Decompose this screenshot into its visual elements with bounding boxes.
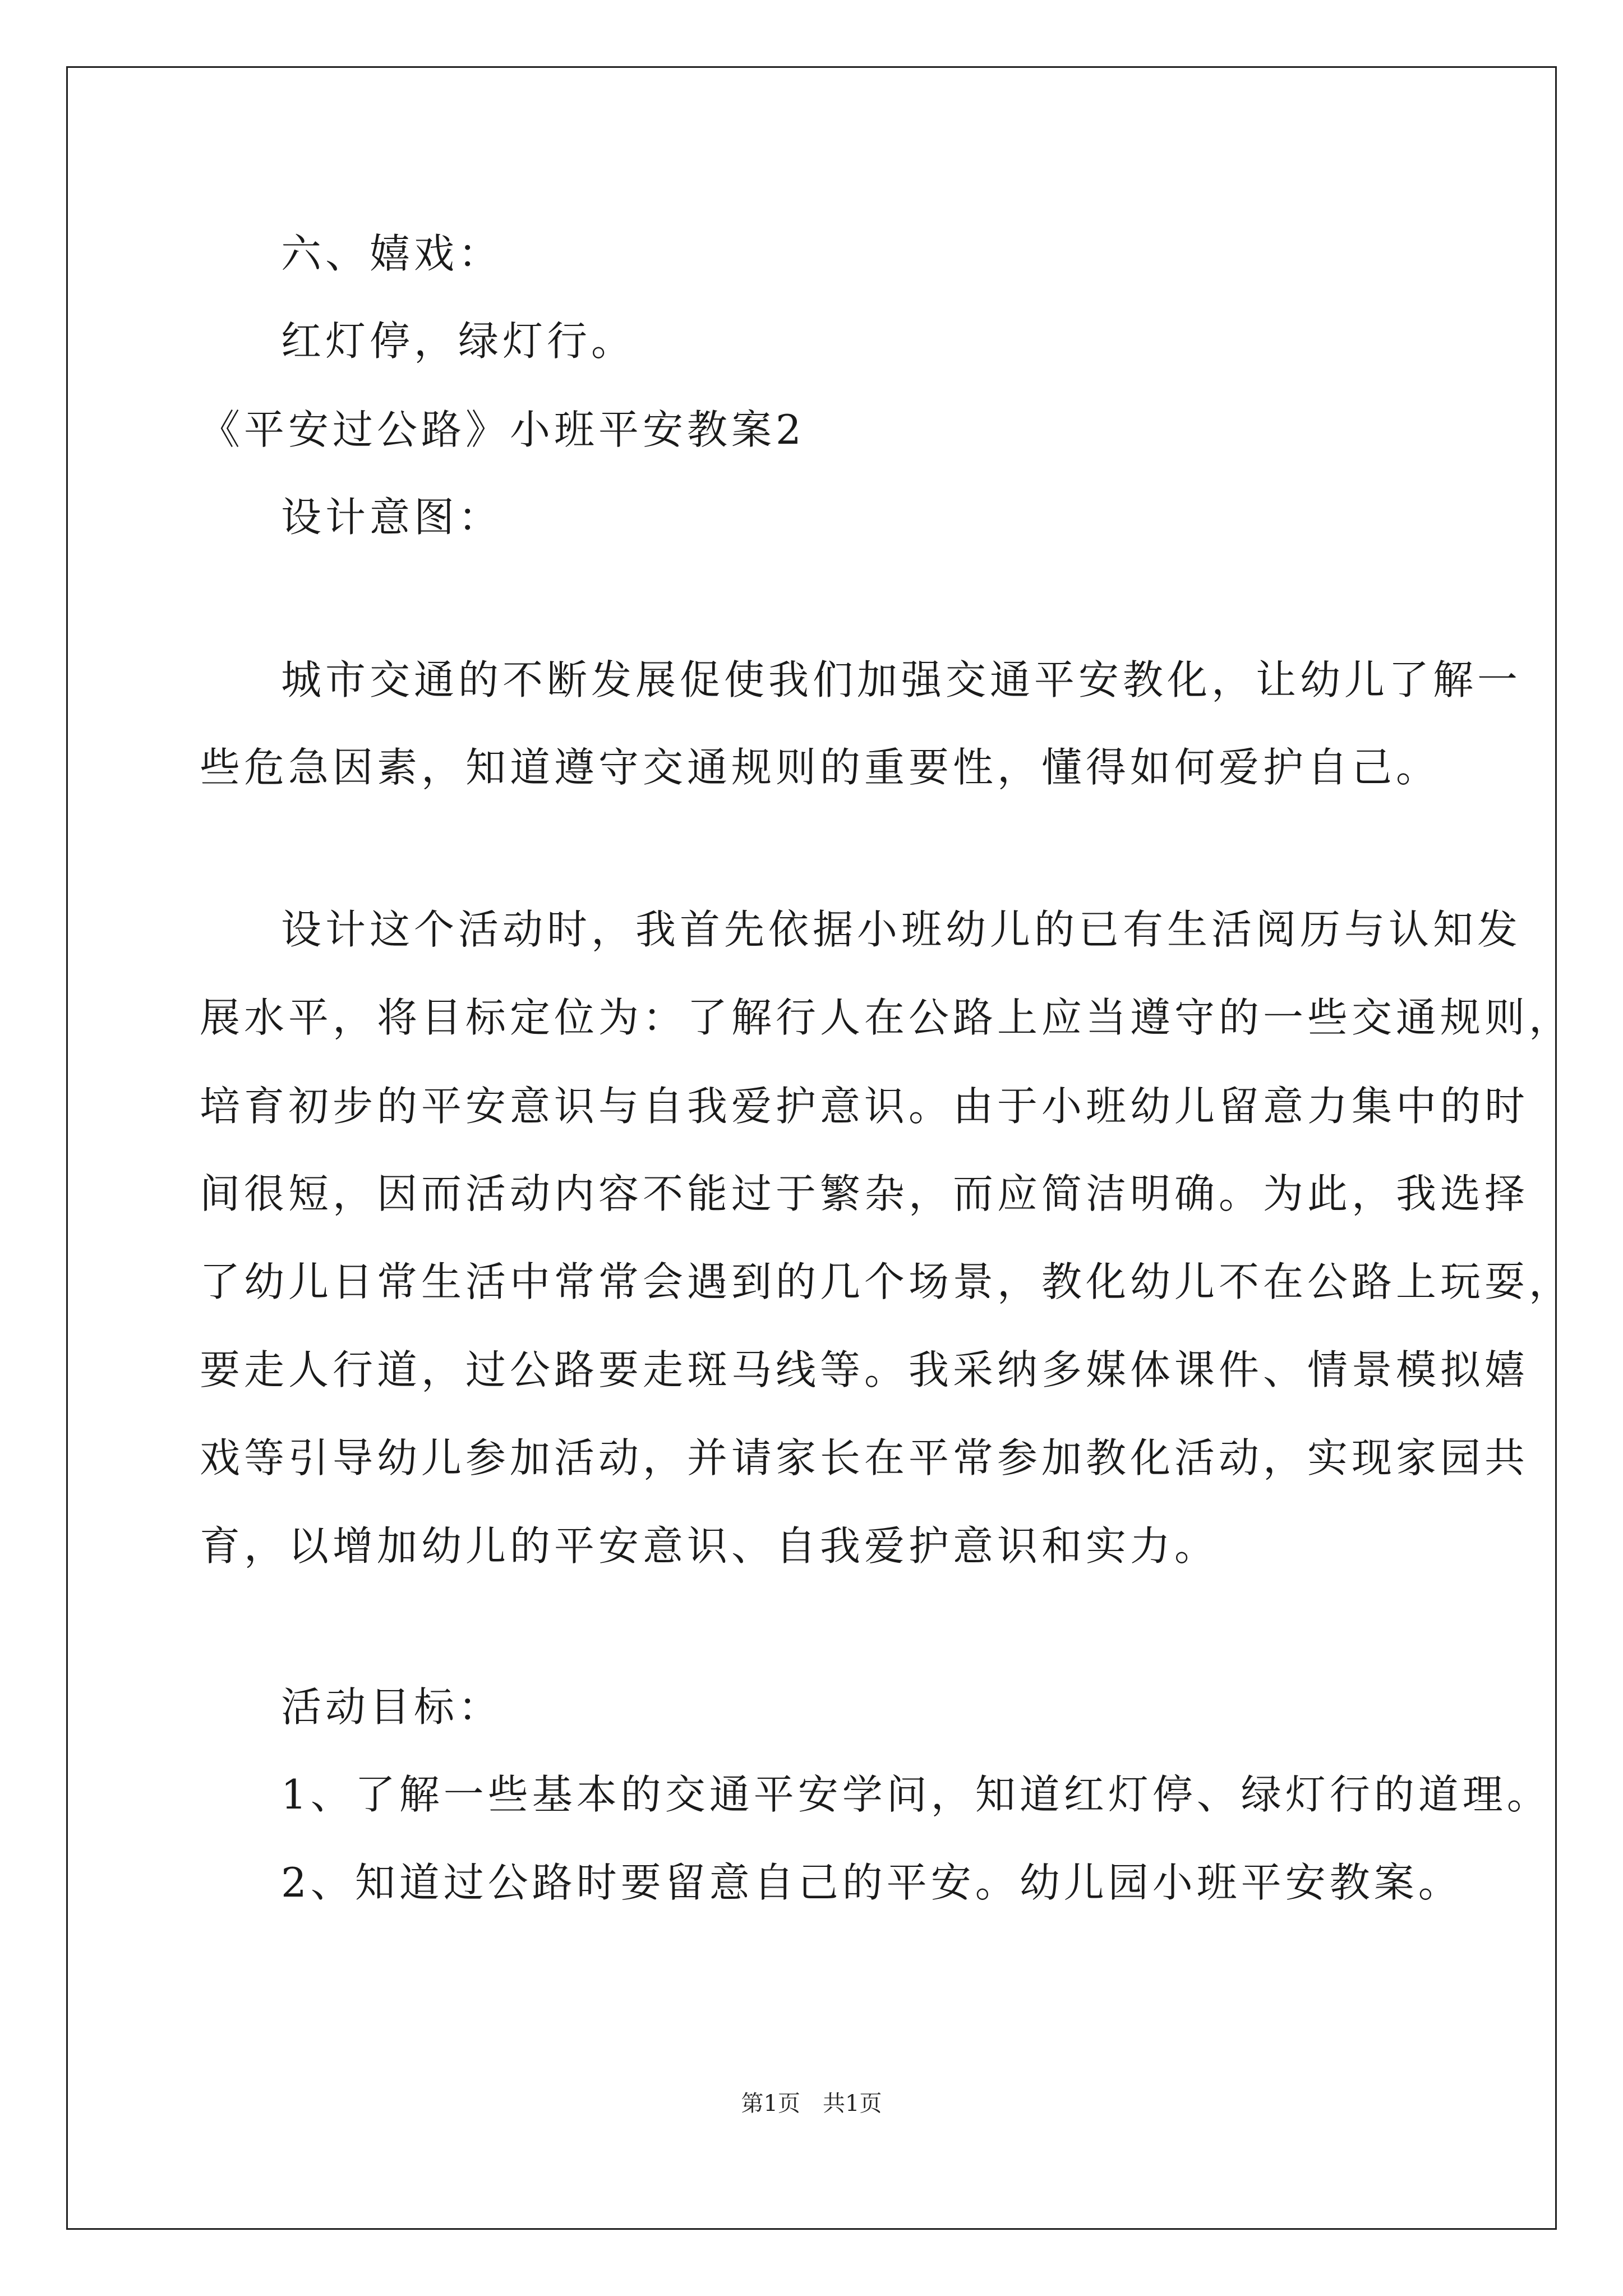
paragraph-line: 戏等引导幼儿参加活动，并请家长在平常参加教化活动，实现家园共 bbox=[200, 1434, 1529, 1481]
section-heading-game: 六、嬉戏： bbox=[281, 230, 503, 277]
paragraph-line: 要走人行道，过公路要走斑马线等。我采纳多媒体课件、情景模拟嬉 bbox=[200, 1346, 1529, 1393]
paragraph-line: 展水平，将目标定位为：了解行人在公路上应当遵守的一些交通规则， bbox=[200, 994, 1574, 1041]
document-title: 《平安过公路》小班平安教案2 bbox=[200, 406, 805, 453]
paragraph-line: 了幼儿日常生活中常常会遇到的几个场景，教化幼儿不在公路上玩耍， bbox=[200, 1258, 1574, 1305]
paragraph-line: 城市交通的不断发展促使我们加强交通平安教化，让幼儿了解一 bbox=[281, 656, 1522, 703]
paragraph-line: 育，以增加幼儿的平安意识、自我爱护意识和实力。 bbox=[200, 1522, 1219, 1570]
paragraph-line: 间很短，因而活动内容不能过于繁杂，而应简洁明确。为此，我选择 bbox=[200, 1170, 1529, 1217]
section-heading-design: 设计意图： bbox=[281, 494, 503, 541]
page-number-footer: 第1页 共1页 bbox=[741, 2091, 882, 2116]
list-item: 2、知道过公路时要留意自己的平安。幼儿园小班平安教案。 bbox=[281, 1859, 1463, 1906]
paragraph-line: 培育初步的平安意识与自我爱护意识。由于小班幼儿留意力集中的时 bbox=[200, 1083, 1529, 1130]
section-heading-goals: 活动目标： bbox=[281, 1683, 503, 1731]
paragraph-line: 红灯停，绿灯行。 bbox=[281, 318, 636, 365]
paragraph-line: 些危急因素，知道遵守交通规则的重要性，懂得如何爱护自己。 bbox=[200, 744, 1441, 791]
paragraph-line: 设计这个活动时，我首先依据小班幼儿的已有生活阅历与认知发 bbox=[281, 906, 1522, 953]
list-item: 1、了解一些基本的交通平安学问，知道红灯停、绿灯行的道理。 bbox=[281, 1771, 1551, 1818]
